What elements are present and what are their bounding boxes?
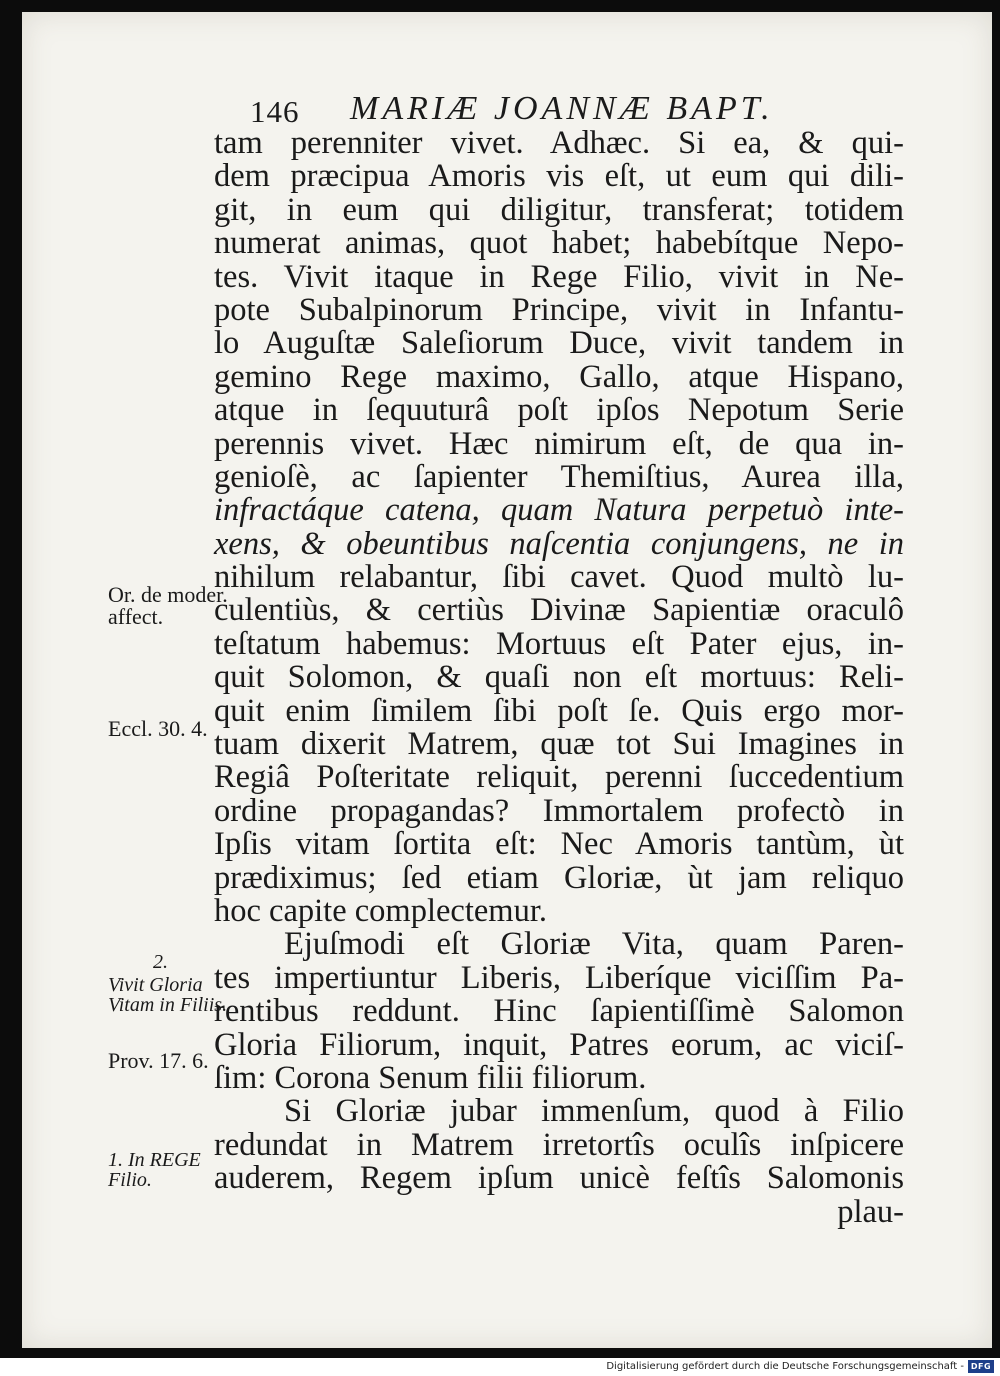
text-line: atque in ſequuturâ poſt ipſos Nepotum Serie bbox=[214, 392, 904, 429]
text-line: genioſè, ac ſapienter Themiſtius, Aurea illa, bbox=[214, 458, 904, 495]
text-line: Gloria Filiorum, inquit, Patres eorum, ac viciſ- bbox=[214, 1026, 904, 1063]
text-line: quit enim ſimilem ſibi poſt ſe. Quis ergo mor- bbox=[214, 692, 904, 729]
text-line: culentiùs, & certiùs Divinæ Sapientiæ oraculô bbox=[214, 592, 904, 629]
text-line: prædiximus; ſed etiam Gloriæ, ùt jam reliquo bbox=[214, 859, 904, 896]
text-line: Si Gloriæ jubar immenſum, quod à Filio bbox=[284, 1093, 904, 1130]
text-line: tam perenniter vivet. Adhæc. Si ea, & qui- bbox=[214, 125, 904, 161]
text-line: infractáque catena, quam Natura perpetuò inte- bbox=[214, 492, 904, 529]
page-number: 146 bbox=[250, 94, 300, 129]
text-line: teſtatum habemus: Mortuus eſt Pater ejus, in- bbox=[214, 625, 904, 662]
text-line: auderem, Regem ipſum unicè feſtîs Salomonis bbox=[214, 1160, 904, 1197]
text-line: tes. Vivit itaque in Rege Filio, vivit in Ne- bbox=[214, 258, 904, 295]
text-line: Ipſis vitam ſortita eſt: Nec Amoris tantùm, ùt bbox=[214, 826, 904, 863]
dfg-logo: DFG bbox=[968, 1360, 994, 1373]
text-line: ſim: Corona Senum filii filiorum. bbox=[214, 1059, 647, 1096]
margin-note-number: 2. bbox=[153, 951, 168, 973]
margin-note-vivit-gloria: Vivit Gloria Vitam in Filiis. bbox=[108, 974, 228, 1016]
text-line: Regiâ Poſteritate reliquit, perenni ſuccedentium bbox=[214, 759, 904, 796]
text-line: gemino Rege maximo, Gallo, atque Hispano, bbox=[214, 358, 904, 395]
text-line: hoc capite complectemur. bbox=[214, 892, 547, 929]
text-line: quit Solomon, & quaſi non eſt mortuus: Reli- bbox=[214, 659, 904, 696]
margin-note-in-rege: 1. In REGE Filio. bbox=[108, 1149, 201, 1191]
margin-note-eccl: Eccl. 30. 4. bbox=[108, 716, 208, 741]
body-text bbox=[214, 127, 904, 1229]
text-line: lo Auguſtæ Saleſiorum Duce, vivit tandem in bbox=[214, 325, 904, 362]
text-line: pote Subalpinorum Principe, vivit in Infantu- bbox=[214, 291, 904, 328]
text-line: nihilum relabantur, ſibi cavet. Quod multò lu- bbox=[214, 559, 904, 596]
catchword: plau- bbox=[837, 1193, 904, 1230]
running-title: MARIÆ JOANNÆ BAPT. bbox=[350, 90, 774, 127]
text-line: tes impertiuntur Liberis, Liberíque viciſſim Pa- bbox=[214, 959, 904, 996]
margin-note-or-de-moder: Or. de moder. affect. bbox=[108, 582, 228, 629]
margin-note-prov: Prov. 17. 6. bbox=[108, 1048, 209, 1073]
text-line: dem præcipua Amoris vis eſt, ut eum qui dili- bbox=[214, 158, 904, 195]
text-line: numerat animas, quot habet; habebítque Nepo- bbox=[214, 225, 904, 262]
text-line: perennis vivet. Hæc nimirum eſt, de qua in- bbox=[214, 425, 904, 462]
text-line: ordine propagandas? Immortalem profectò in bbox=[214, 792, 904, 829]
text-line: rentibus reddunt. Hinc ſapientiſſimè Salomon bbox=[214, 993, 904, 1030]
footer-credit: Digitalisierung gefördert durch die Deutsche Forschungsgemeinschaft - bbox=[606, 1361, 964, 1372]
text-line: Ejuſmodi eſt Gloriæ Vita, quam Paren- bbox=[284, 926, 904, 963]
text-line: xens, & obeuntibus naſcentia conjungens, ne in bbox=[214, 525, 904, 562]
text-line: redundat in Matrem irretortîs oculîs inſpicere bbox=[214, 1126, 904, 1163]
text-line: git, in eum qui diligitur, transferat; totidem bbox=[214, 191, 904, 228]
text-line: tuam dixerit Matrem, quæ tot Sui Imagines in bbox=[214, 726, 904, 763]
